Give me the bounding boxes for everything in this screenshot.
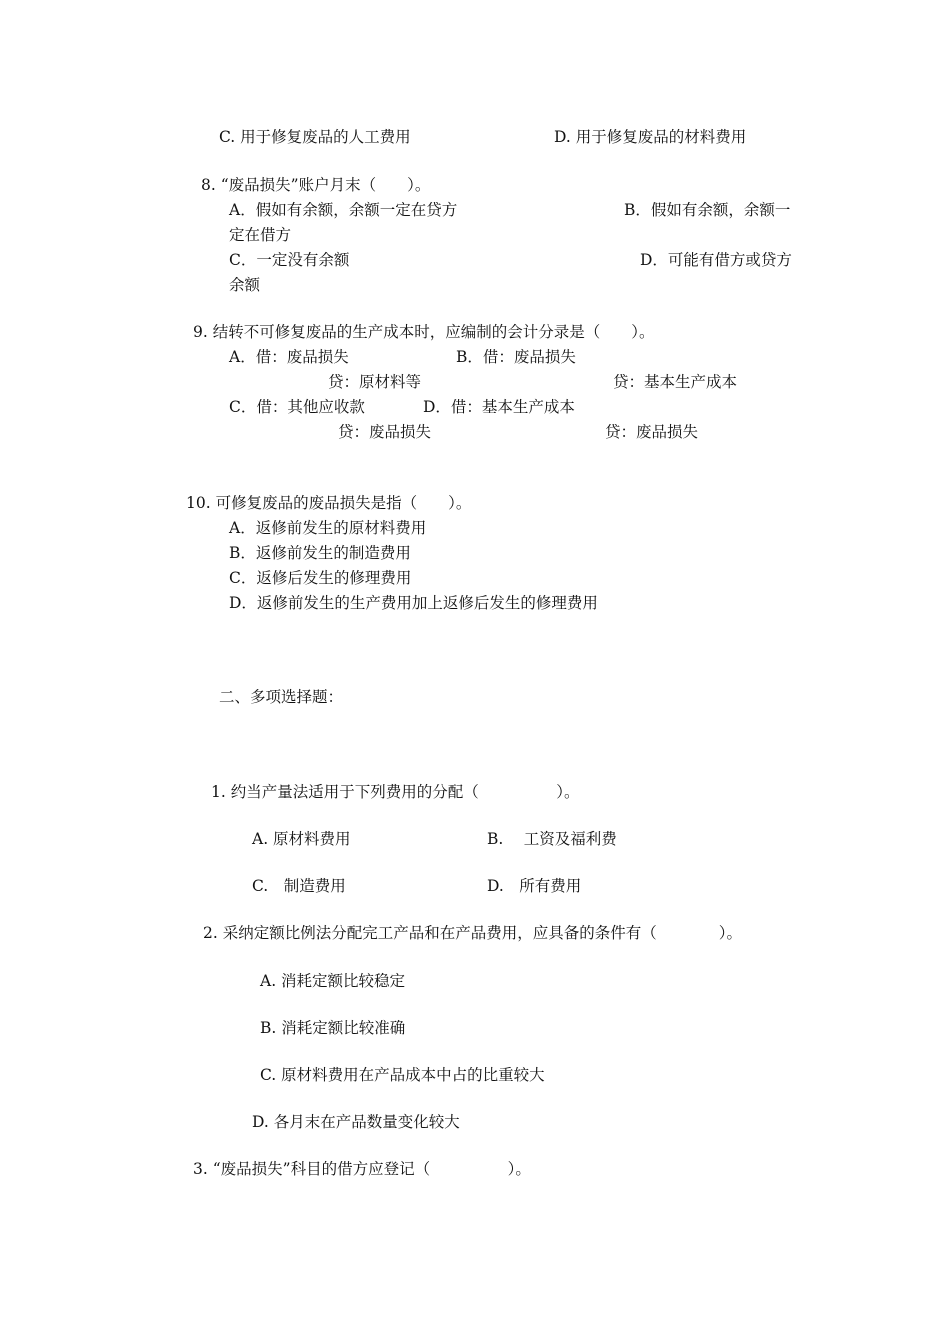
q8-option-a: A．假如有余额，余额一定在贷方 [229, 201, 458, 219]
q9-option-a: A．借：废品损失 [229, 348, 349, 366]
mq2-option-c: C. 原材料费用在产品成本中占的比重较大 [260, 1066, 545, 1084]
q9-option-b-credit: 贷：基本生产成本 [613, 373, 738, 391]
q9-option-b: B．借：废品损失 [456, 348, 576, 366]
q10-stem: 10. 可修复废品的废品损失是指（ ）。 [186, 494, 472, 512]
q8-stem: 8. “废品损失”账户月末（ ）。 [201, 176, 431, 194]
mq1-option-b: B. 工资及福利费 [487, 830, 617, 848]
mq3-stem: 3. “废品损失”科目的借方应登记（ ）。 [193, 1160, 531, 1178]
q9-option-d-credit: 贷：废品损失 [605, 423, 699, 441]
q8-option-c: C．一定没有余额 [229, 251, 350, 269]
q8-option-d: D．可能有借方或贷方 [640, 251, 792, 269]
q9-option-d: D．借：基本生产成本 [423, 398, 575, 416]
section-title: 二、多项选择题： [219, 688, 344, 706]
mq1-option-a: A. 原材料费用 [252, 830, 351, 848]
q8-option-d-continued: 余额 [229, 276, 261, 294]
q10-option-a: A．返修前发生的原材料费用 [229, 519, 427, 537]
q8-option-b-continued: 定在借方 [229, 226, 292, 244]
mq2-option-a: A. 消耗定额比较稳定 [260, 972, 406, 990]
mq2-option-d: D. 各月末在产品数量变化较大 [252, 1113, 460, 1131]
q9-option-c: C．借：其他应收款 [229, 398, 365, 416]
q9-option-a-credit: 贷：原材料等 [328, 373, 422, 391]
q9-stem: 9. 结转不可修复废品的生产成本时，应编制的会计分录是（ ）。 [193, 323, 655, 341]
q10-option-c: C．返修后发生的修理费用 [229, 569, 412, 587]
mq1-stem: 1. 约当产量法适用于下列费用的分配（ ）。 [211, 783, 580, 801]
mq1-option-c: C. 制造费用 [252, 877, 346, 895]
q10-option-b: B．返修前发生的制造费用 [229, 544, 411, 562]
prev-option-c: C. 用于修复废品的人工费用 [219, 128, 411, 146]
prev-option-d: D. 用于修复废品的材料费用 [554, 128, 747, 146]
mq2-option-b: B. 消耗定额比较准确 [260, 1019, 406, 1037]
q10-option-d: D．返修前发生的生产费用加上返修后发生的修理费用 [229, 594, 598, 612]
q8-option-b: B．假如有余额，余额一 [624, 201, 791, 219]
q9-option-c-credit: 贷：废品损失 [338, 423, 432, 441]
mq2-stem: 2. 采纳定额比例法分配完工产品和在产品费用，应具备的条件有（ ）。 [203, 924, 742, 942]
mq1-option-d: D. 所有费用 [487, 877, 582, 895]
